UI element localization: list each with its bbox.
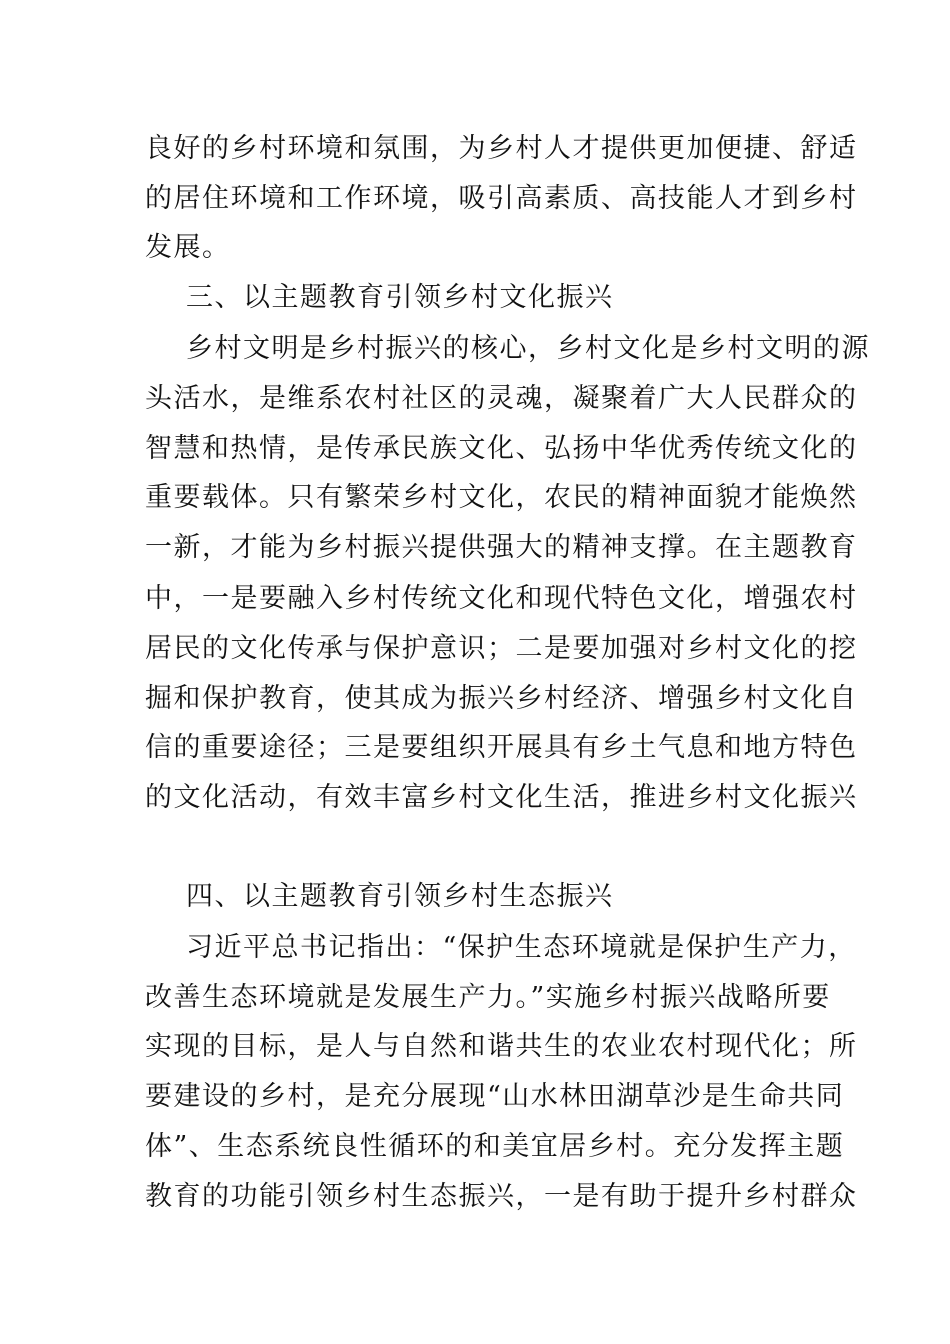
section-heading: 三、以主题教育引领乡村文化振兴 [186, 282, 614, 313]
text-line: 的居住环境和工作环境，吸引高素质、高技能人才到乡村 [145, 183, 858, 214]
text-line: 实现的目标，是人与自然和谐共生的农业农村现代化；所 [145, 1031, 858, 1062]
text-line: 习近平总书记指出：“保护生态环境就是保护生产力， [186, 932, 857, 963]
text-line: 体”、生态系统良性循环的和美宜居乡村。充分发挥主题 [145, 1131, 845, 1162]
section-heading: 四、以主题教育引领乡村生态振兴 [186, 881, 614, 912]
text-line: 发展。 [145, 232, 231, 263]
text-line: 要建设的乡村，是充分展现“山水林田湖草沙是生命共同 [145, 1081, 845, 1112]
text-line: 一新，才能为乡村振兴提供强大的精神支撑。在主题教育 [145, 532, 858, 563]
text-line: 中，一是要融入乡村传统文化和现代特色文化，增强农村 [145, 583, 858, 614]
text-line: 居民的文化传承与保护意识；二是要加强对乡村文化的挖 [145, 633, 858, 664]
text-line: 信的重要途径；三是要组织开展具有乡土气息和地方特色 [145, 732, 858, 763]
text-line: 的文化活动，有效丰富乡村文化生活，推进乡村文化振兴 [145, 782, 858, 813]
text-line: 智慧和热情，是传承民族文化、弘扬中华优秀传统文化的 [145, 433, 858, 464]
text-line: 掘和保护教育，使其成为振兴乡村经济、增强乡村文化自 [145, 683, 858, 714]
text-line: 头活水，是维系农村社区的灵魂，凝聚着广大人民群众的 [145, 383, 858, 414]
text-line: 改善生态环境就是发展生产力。”实施乡村振兴战略所要 [145, 982, 831, 1013]
text-line: 重要载体。只有繁荣乡村文化，农民的精神面貌才能焕然 [145, 482, 858, 513]
text-line: 教育的功能引领乡村生态振兴，一是有助于提升乡村群众 [145, 1181, 858, 1212]
text-line: 乡村文明是乡村振兴的核心，乡村文化是乡村文明的源 [186, 333, 870, 364]
text-line: 良好的乡村环境和氛围，为乡村人才提供更加便捷、舒适 [145, 133, 858, 164]
